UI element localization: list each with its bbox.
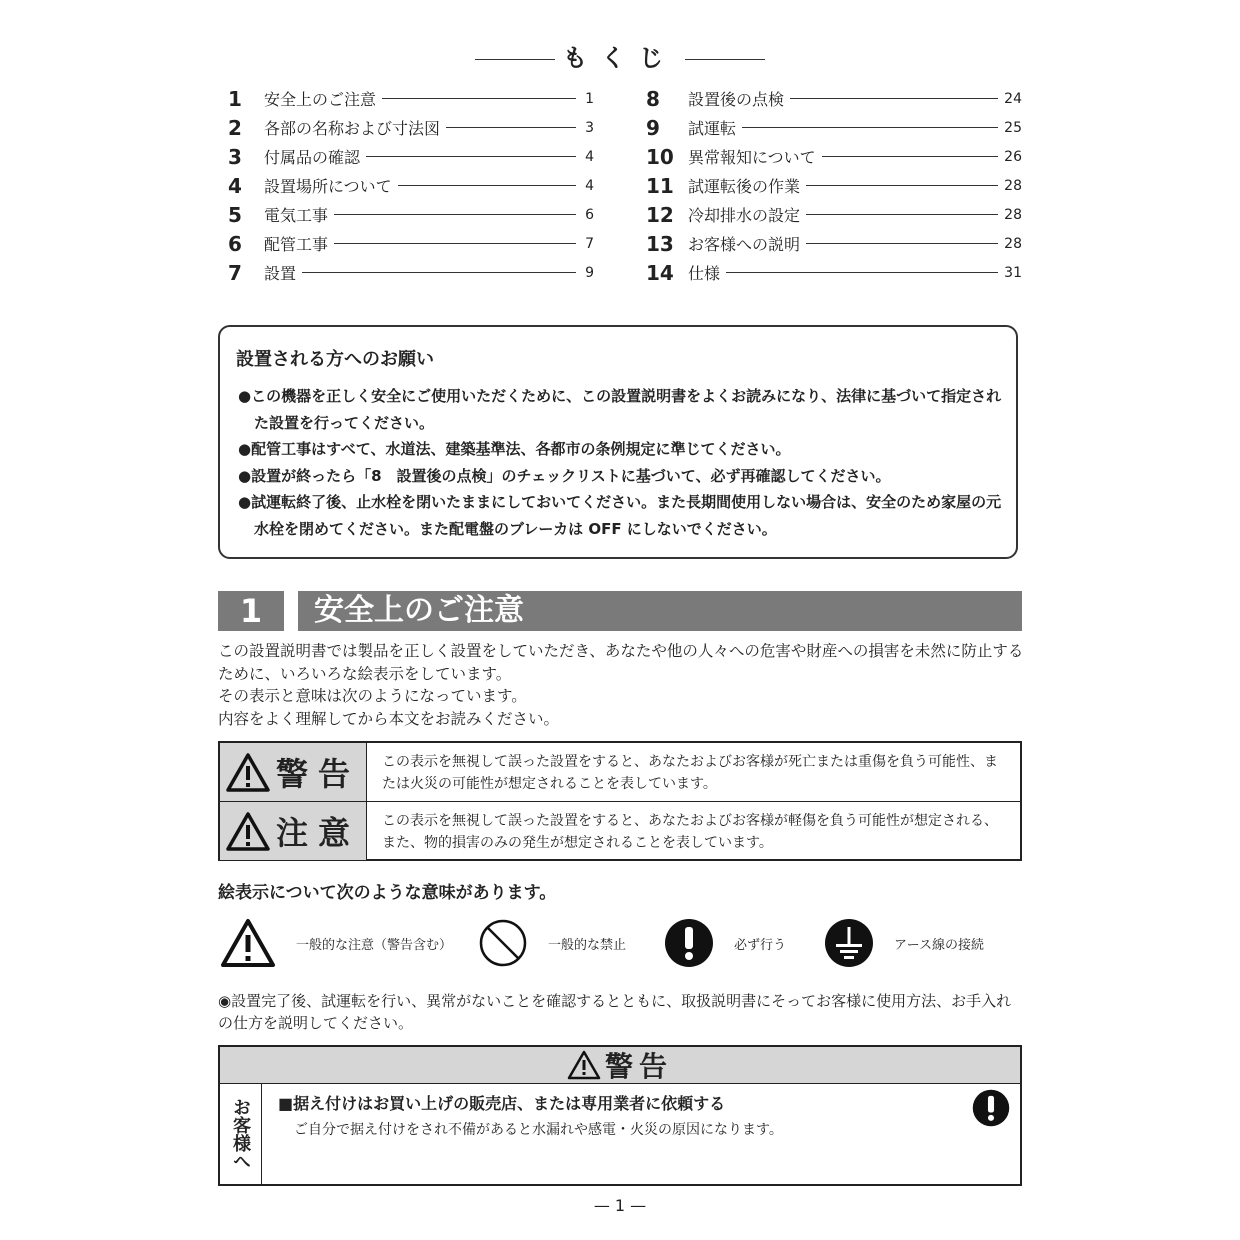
intro-paragraph: この設置説明書では製品を正しく設置をしていただき、あなたや他の人々への危害や財産への損害を未然に防止するために、いろいろな絵表示をしています。 — [218, 642, 1024, 683]
toc-entry-number: 3 — [228, 144, 242, 169]
installer-notice-box — [218, 325, 1018, 559]
signal-row-caution — [220, 802, 1020, 860]
toc-entry[interactable] — [646, 84, 1022, 113]
page-number: — 1 — — [593, 1196, 647, 1215]
warning-box-header-text: 警告 — [604, 1050, 673, 1083]
toc-entry-label: 設置場所について — [264, 177, 392, 196]
toc-entry[interactable] — [646, 171, 1022, 200]
leader-line — [726, 272, 998, 273]
notice-item: ●設置が終ったら「8 設置後の点検」のチェックリストに基づいて、必ず再確認してください。 — [238, 466, 891, 485]
toc-entry-page: 24 — [1004, 90, 1022, 107]
toc-entry[interactable] — [646, 113, 1022, 142]
toc-entry-number: 5 — [228, 202, 242, 227]
leader-line — [822, 156, 998, 157]
toc-entry-page: 6 — [585, 206, 594, 223]
symbol-label: アース線の接続 — [894, 937, 984, 953]
toc-entry-label: 設置 — [264, 264, 297, 283]
toc-entry-label: 試運転 — [688, 119, 737, 138]
warning-side-label: お客様へ — [220, 1084, 262, 1184]
toc-entry-page: 31 — [1004, 264, 1022, 281]
warning-item-text: ご自分で据え付けをされ不備があると水漏れや感電・火災の原因になります。 — [294, 1122, 783, 1138]
toc-entry[interactable] — [228, 258, 594, 287]
toc-entry-number: 14 — [646, 260, 674, 285]
toc-entry-label: 配管工事 — [264, 235, 329, 254]
toc-entry-page: 28 — [1004, 235, 1022, 252]
warning-box-header — [220, 1047, 1020, 1084]
toc-entry-number: 4 — [228, 173, 242, 198]
leader-line — [806, 185, 998, 186]
leader-line — [806, 243, 998, 244]
warning-box — [218, 1045, 1022, 1186]
notice-item: ●この機器を正しく安全にご使用いただくために、この設置説明書をよくお読みになり、法律に基づいて指定された設置を行ってください。 — [238, 387, 1002, 432]
toc-entry[interactable] — [228, 113, 594, 142]
notice-list — [238, 383, 1002, 542]
signal-row-warning — [220, 743, 1020, 802]
notice-item: ●配管工事はすべて、水道法、建築基準法、各都市の条例規定に準じてください。 — [238, 440, 791, 458]
notice-title: 設置される方へのお願い — [236, 349, 434, 370]
toc-entry-number: 8 — [646, 86, 660, 111]
section-number: 1 — [218, 591, 284, 631]
toc-entry-number: 13 — [646, 231, 674, 256]
warning-label — [220, 743, 367, 801]
toc-entry-label: 各部の名称および寸法図 — [264, 119, 441, 138]
toc-entry-number: 6 — [228, 231, 242, 256]
toc-entry-label: 仕様 — [688, 264, 721, 283]
caution-triangle-icon — [226, 752, 270, 792]
toc-entry-number: 7 — [228, 260, 242, 285]
leader-line — [334, 243, 576, 244]
toc-entry[interactable] — [646, 258, 1022, 287]
toc-entry[interactable] — [228, 142, 594, 171]
toc-entry[interactable] — [646, 229, 1022, 258]
toc-entry[interactable] — [228, 229, 594, 258]
symbol-label: 一般的な禁止 — [548, 937, 627, 953]
toc-entry-label: 安全上のご注意 — [264, 90, 377, 109]
caution-triangle-icon — [567, 1050, 601, 1080]
leader-line — [398, 185, 576, 186]
caution-description: この表示を無視して誤った設置をすると、あなたおよびお客様が軽傷を負う可能性が想定される、また、物的損害のみの発生が想定されることを表しています。 — [382, 813, 998, 851]
toc-entry-number: 10 — [646, 144, 674, 169]
leader-line — [334, 214, 576, 215]
toc-entry-page: 4 — [585, 148, 594, 165]
toc-entry[interactable] — [228, 84, 594, 113]
section-intro — [218, 640, 1024, 730]
prohibition-icon — [478, 918, 528, 968]
toc-entry-page: 25 — [1004, 119, 1022, 136]
toc-entry-page: 3 — [585, 119, 594, 136]
toc-entry[interactable] — [228, 200, 594, 229]
leader-line — [366, 156, 576, 157]
toc-entry-number: 12 — [646, 202, 674, 227]
caution-label — [220, 802, 367, 860]
symbol-label: 一般的な注意（警告含む） — [296, 937, 453, 953]
caution-triangle-icon — [220, 918, 276, 968]
leader-line — [806, 214, 998, 215]
toc-title — [0, 38, 1240, 73]
symbol-prohibition — [478, 918, 626, 968]
toc-entry-label: 設置後の点検 — [688, 90, 785, 109]
leader-line — [302, 272, 576, 273]
ground-icon — [824, 918, 874, 968]
symbols-heading: 絵表示について次のような意味があります。 — [218, 883, 557, 903]
mandatory-exclamation-icon — [972, 1089, 1010, 1131]
toc-entry-number: 11 — [646, 173, 674, 198]
toc-entry[interactable] — [646, 200, 1022, 229]
symbol-mandatory — [664, 918, 786, 968]
toc-entry-label: 付属品の確認 — [264, 148, 361, 167]
notice-item: ●試運転終了後、止水栓を閉いたままにしておいてください。また長期間使用しない場合は、安全のため家屋の元水栓を閉めてください。また配電盤のブレーカは OFF にしないでください。 — [238, 493, 1002, 538]
toc-entry-label: 冷却排水の設定 — [688, 206, 801, 225]
leader-line — [742, 127, 998, 128]
warning-description: この表示を無視して誤った設置をすると、あなたおよびお客様が死亡または重傷を負う可能性、または火災の可能性が想定されることを表しています。 — [382, 754, 998, 792]
toc-left-column — [228, 84, 594, 287]
symbol-label: 必ず行う — [734, 937, 787, 953]
title-rule-left — [475, 59, 555, 60]
toc-entry-page: 26 — [1004, 148, 1022, 165]
toc-entry-label: お客様への説明 — [688, 235, 801, 254]
installation-note: ◉設置完了後、試運転を行い、異常がないことを確認するとともに、取扱説明書にそってお客様に使用方法、お手入れの仕方を説明してください。 — [218, 992, 1012, 1032]
toc-entry-label: 電気工事 — [264, 206, 329, 225]
symbol-general-caution — [220, 918, 452, 968]
toc-entry[interactable] — [228, 171, 594, 200]
toc-entry-number: 9 — [646, 115, 660, 140]
section-title: 安全上のご注意 — [298, 591, 1022, 631]
intro-paragraph: その表示と意味は次のようになっています。 — [218, 687, 527, 705]
toc-entry-page: 28 — [1004, 206, 1022, 223]
warning-item-title: ■据え付けはお買い上げの販売店、または専用業者に依頼する — [278, 1094, 726, 1113]
caution-triangle-icon — [226, 811, 270, 851]
toc-entry-label: 異常報知について — [688, 148, 816, 167]
leader-line — [446, 127, 576, 128]
title-rule-right — [685, 59, 765, 60]
leader-line — [790, 98, 998, 99]
toc-entry[interactable] — [646, 142, 1022, 171]
mandatory-exclamation-icon — [664, 918, 714, 968]
toc-entry-number: 2 — [228, 115, 242, 140]
symbol-ground — [824, 918, 984, 968]
toc-right-column — [646, 84, 1022, 287]
toc-entry-page: 4 — [585, 177, 594, 194]
signal-word-table — [218, 741, 1022, 861]
toc-entry-label: 試運転後の作業 — [688, 177, 801, 196]
caution-label-text: 注意 — [275, 814, 360, 852]
warning-label-text: 警告 — [275, 755, 360, 793]
toc-title-text: もくじ — [563, 44, 677, 72]
toc-entry-page: 28 — [1004, 177, 1022, 194]
toc-entry-number: 1 — [228, 86, 242, 111]
toc-entry-page: 9 — [585, 264, 594, 281]
toc-entry-page: 1 — [585, 90, 594, 107]
intro-paragraph: 内容をよく理解してから本文をお読みください。 — [218, 709, 560, 728]
toc-entry-page: 7 — [585, 235, 594, 252]
leader-line — [382, 98, 576, 99]
